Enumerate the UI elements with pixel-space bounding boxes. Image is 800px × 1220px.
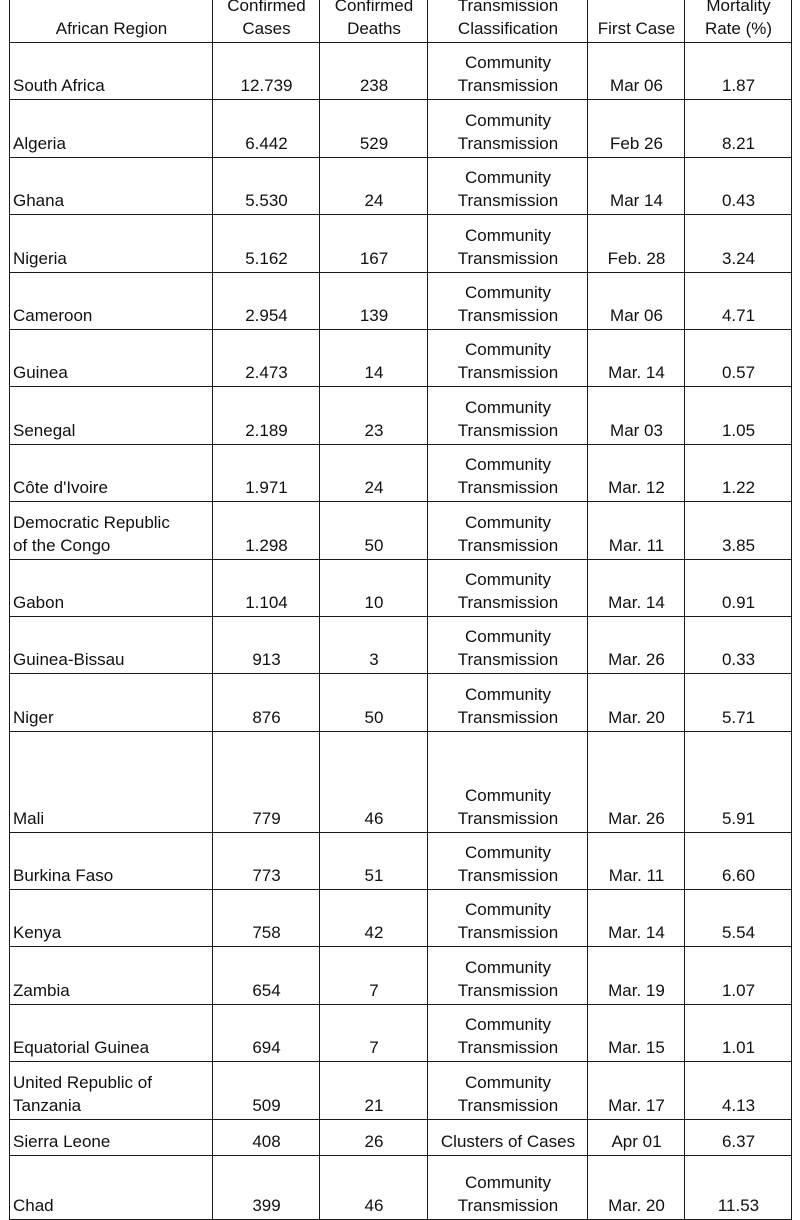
cell-region: [10, 674, 213, 731]
cell-region-line: Chad: [13, 1195, 54, 1215]
table-row: [10, 100, 792, 157]
cell-mortality: 0.43: [685, 157, 792, 214]
cell-transmission-line: Transmission: [457, 191, 559, 211]
table-row: [10, 444, 792, 501]
cell-transmission-line: Community: [465, 512, 551, 532]
cell-region-line: Senegal: [13, 420, 76, 440]
table-row: [10, 329, 792, 386]
cell-mortality: 0.33: [685, 616, 792, 673]
cell-transmission: [428, 444, 588, 501]
cell-deaths: 50: [320, 674, 428, 731]
cell-deaths: 46: [320, 1155, 428, 1219]
cell-first-case: Mar. 19: [588, 947, 685, 1004]
cell-region: [10, 1155, 213, 1219]
cell-transmission-line: Transmission: [457, 420, 559, 440]
cell-first-case: Feb. 28: [588, 215, 685, 272]
cell-transmission-line: Community: [465, 340, 551, 360]
cell-region-line: Côte d'Ivoire: [13, 478, 108, 498]
cell-region-line: Kenya: [13, 923, 62, 943]
cell-first-case: Mar. 12: [588, 444, 685, 501]
cell-region: [10, 43, 213, 100]
cell-mortality: 5.91: [685, 731, 792, 832]
cell-region: [10, 272, 213, 329]
header-region: African Region: [10, 0, 213, 43]
cell-transmission-line: Transmission: [457, 650, 559, 670]
cell-deaths: 24: [320, 157, 428, 214]
header-cases-line2: Cases: [242, 19, 291, 38]
cell-deaths: 139: [320, 272, 428, 329]
cell-transmission: [428, 1062, 588, 1119]
cell-transmission-line: Transmission: [457, 1095, 559, 1115]
cell-cases: 773: [213, 832, 320, 889]
cell-transmission-line: Transmission: [457, 707, 559, 727]
cell-region: [10, 559, 213, 616]
table-row: [10, 272, 792, 329]
cell-transmission: [428, 832, 588, 889]
cell-region: [10, 387, 213, 444]
cell-first-case: Mar. 26: [588, 616, 685, 673]
cell-mortality: 6.60: [685, 832, 792, 889]
cell-cases: 779: [213, 731, 320, 832]
cell-transmission-line: Community: [465, 53, 551, 73]
cell-region-line: Nigeria: [13, 248, 67, 268]
cell-mortality: 0.57: [685, 329, 792, 386]
cell-cases: 5.162: [213, 215, 320, 272]
cell-transmission-line: Transmission: [457, 866, 559, 886]
cell-cases: 5.530: [213, 157, 320, 214]
cell-transmission: [428, 674, 588, 731]
cell-mortality: 1.87: [685, 43, 792, 100]
cell-region-line: Equatorial Guinea: [13, 1038, 150, 1058]
header-mortality: [685, 0, 792, 43]
cell-deaths: 7: [320, 1004, 428, 1061]
cell-first-case: Mar. 17: [588, 1062, 685, 1119]
cell-region: [10, 832, 213, 889]
cell-transmission-line: Transmission: [457, 248, 559, 268]
cell-region: [10, 890, 213, 947]
cell-mortality: 4.13: [685, 1062, 792, 1119]
cell-deaths: 23: [320, 387, 428, 444]
table-row: [10, 215, 792, 272]
cell-cases: 2.189: [213, 387, 320, 444]
header-transmission: [428, 0, 588, 43]
cell-transmission: [428, 731, 588, 832]
cell-cases: 6.442: [213, 100, 320, 157]
cell-deaths: 10: [320, 559, 428, 616]
header-transmission-line1: Transmission: [457, 0, 559, 15]
cell-first-case: Mar 06: [588, 272, 685, 329]
header-cases-line1: Confirmed: [227, 0, 306, 15]
cell-cases: 509: [213, 1062, 320, 1119]
cell-transmission-line: Transmission: [457, 923, 559, 943]
cell-mortality: 3.24: [685, 215, 792, 272]
cell-transmission-line: Community: [465, 843, 551, 863]
cell-transmission-line: Transmission: [457, 808, 559, 828]
cell-transmission-line: Transmission: [457, 133, 559, 153]
cell-transmission-line: Transmission: [457, 76, 559, 96]
cell-cases: 1.104: [213, 559, 320, 616]
cell-first-case: Mar 14: [588, 157, 685, 214]
cell-deaths: 46: [320, 731, 428, 832]
cell-transmission-line: Transmission: [457, 980, 559, 1000]
cell-mortality: 3.85: [685, 502, 792, 559]
cell-transmission-line: Transmission: [457, 478, 559, 498]
cell-first-case: Mar. 15: [588, 1004, 685, 1061]
cell-first-case: Mar 03: [588, 387, 685, 444]
cell-transmission-line: Community: [465, 1015, 551, 1035]
cell-region: [10, 157, 213, 214]
header-mortality-line2: Rate (%): [704, 19, 773, 38]
cell-region: [10, 616, 213, 673]
header-transmission-line2: Classification: [457, 19, 559, 38]
cell-region-line: of the Congo: [13, 535, 111, 555]
cell-transmission-line: Community: [465, 684, 551, 704]
cell-first-case: Feb 26: [588, 100, 685, 157]
cell-transmission: [428, 502, 588, 559]
table-row: [10, 1062, 792, 1119]
cell-deaths: 42: [320, 890, 428, 947]
cell-first-case: Mar. 11: [588, 502, 685, 559]
cell-transmission-line: Community: [465, 957, 551, 977]
cell-region: [10, 1062, 213, 1119]
header-cases: [213, 0, 320, 43]
cell-transmission-line: Community: [465, 900, 551, 920]
cell-mortality: 1.01: [685, 1004, 792, 1061]
cell-mortality: 11.53: [685, 1155, 792, 1219]
cell-region-line: Guinea-Bissau: [13, 650, 125, 670]
cell-transmission-line: Community: [465, 282, 551, 302]
cell-transmission: [428, 1004, 588, 1061]
cell-mortality: 1.22: [685, 444, 792, 501]
cell-region-line: Cameroon: [13, 305, 93, 325]
cell-cases: 876: [213, 674, 320, 731]
cell-transmission-line: Community: [465, 569, 551, 589]
cell-deaths: 167: [320, 215, 428, 272]
cell-transmission-line: Transmission: [457, 305, 559, 325]
cell-transmission: [428, 157, 588, 214]
cell-region: [10, 215, 213, 272]
cell-mortality: 5.54: [685, 890, 792, 947]
cell-cases: 913: [213, 616, 320, 673]
cell-transmission: [428, 890, 588, 947]
cell-transmission: [428, 1119, 588, 1155]
cell-mortality: 1.07: [685, 947, 792, 1004]
table-row: [10, 616, 792, 673]
cell-first-case: Mar. 14: [588, 559, 685, 616]
table-row: [10, 559, 792, 616]
table-row: [10, 674, 792, 731]
cell-region: [10, 444, 213, 501]
cell-first-case: Mar. 26: [588, 731, 685, 832]
table-row: [10, 502, 792, 559]
table-row: [10, 731, 792, 832]
cell-region-line: Burkina Faso: [13, 866, 114, 886]
cell-transmission-line: Community: [465, 168, 551, 188]
cell-region-line: Algeria: [13, 133, 66, 153]
cell-region-line: Guinea: [13, 363, 68, 383]
cell-region: [10, 329, 213, 386]
cell-mortality: 8.21: [685, 100, 792, 157]
cell-deaths: 21: [320, 1062, 428, 1119]
cell-transmission: [428, 100, 588, 157]
cell-transmission: [428, 1155, 588, 1219]
header-deaths-line1: Confirmed: [334, 0, 414, 15]
cell-region-line: United Republic of: [13, 1072, 152, 1092]
cell-region-line: Mali: [13, 808, 45, 828]
cell-region-line: Gabon: [13, 592, 65, 612]
cell-mortality: 0.91: [685, 559, 792, 616]
header-deaths: [320, 0, 428, 43]
cell-region-line: Niger: [13, 707, 54, 727]
cell-region-line: Democratic Republic: [13, 512, 170, 532]
cell-cases: 758: [213, 890, 320, 947]
cell-region: [10, 1119, 213, 1155]
table-row: [10, 43, 792, 100]
cell-transmission-line: Transmission: [457, 535, 559, 555]
cell-first-case: Mar. 11: [588, 832, 685, 889]
cell-deaths: 24: [320, 444, 428, 501]
cell-transmission-line: Transmission: [457, 1038, 559, 1058]
cell-first-case: Mar. 20: [588, 674, 685, 731]
cell-first-case: Apr 01: [588, 1119, 685, 1155]
cell-mortality: 6.37: [685, 1119, 792, 1155]
cell-transmission-line: Clusters of Cases: [440, 1131, 576, 1151]
cell-region: [10, 100, 213, 157]
table-row: [10, 1155, 792, 1219]
cell-first-case: Mar 06: [588, 43, 685, 100]
header-first-case: First Case: [588, 0, 685, 43]
cell-transmission-line: Community: [465, 1172, 551, 1192]
cell-deaths: 14: [320, 329, 428, 386]
cell-deaths: 7: [320, 947, 428, 1004]
table-row: [10, 1119, 792, 1155]
table-row: [10, 387, 792, 444]
cell-region-line: Tanzania: [13, 1095, 82, 1115]
cell-deaths: 51: [320, 832, 428, 889]
cell-transmission-line: Transmission: [457, 363, 559, 383]
cell-transmission-line: Community: [465, 627, 551, 647]
cell-transmission-line: Community: [465, 110, 551, 130]
header-row: [10, 0, 792, 43]
cell-region: [10, 502, 213, 559]
cell-transmission: [428, 387, 588, 444]
cell-transmission-line: Transmission: [457, 1195, 559, 1215]
cell-region-line: South Africa: [13, 76, 105, 96]
header-mortality-line1: Mortality: [706, 0, 771, 15]
cell-first-case: Mar. 14: [588, 329, 685, 386]
cell-region: [10, 947, 213, 1004]
cell-region-line: Ghana: [13, 191, 65, 211]
cell-transmission: [428, 329, 588, 386]
cell-cases: 2.954: [213, 272, 320, 329]
header-deaths-line2: Deaths: [347, 19, 401, 38]
cell-transmission-line: Community: [465, 225, 551, 245]
cell-transmission: [428, 947, 588, 1004]
table-row: [10, 1004, 792, 1061]
cell-mortality: 1.05: [685, 387, 792, 444]
table-body: [10, 43, 792, 1220]
cell-cases: 408: [213, 1119, 320, 1155]
table-row: [10, 890, 792, 947]
table-row: [10, 157, 792, 214]
cell-deaths: 50: [320, 502, 428, 559]
cell-deaths: 3: [320, 616, 428, 673]
table-row: [10, 947, 792, 1004]
cell-region-line: Sierra Leone: [13, 1131, 111, 1151]
cell-cases: 399: [213, 1155, 320, 1219]
cell-deaths: 26: [320, 1119, 428, 1155]
cell-transmission-line: Community: [465, 1072, 551, 1092]
cell-cases: 654: [213, 947, 320, 1004]
cell-transmission: [428, 616, 588, 673]
cell-first-case: Mar. 14: [588, 890, 685, 947]
cell-transmission-line: Community: [465, 455, 551, 475]
cell-region: [10, 1004, 213, 1061]
cell-deaths: 238: [320, 43, 428, 100]
cell-deaths: 529: [320, 100, 428, 157]
cell-transmission: [428, 215, 588, 272]
cell-cases: 2.473: [213, 329, 320, 386]
cell-cases: 1.971: [213, 444, 320, 501]
cell-transmission-line: Community: [465, 785, 551, 805]
cell-first-case: Mar. 20: [588, 1155, 685, 1219]
cell-mortality: 5.71: [685, 674, 792, 731]
cell-transmission: [428, 559, 588, 616]
cell-transmission-line: Community: [465, 397, 551, 417]
cell-cases: 12.739: [213, 43, 320, 100]
cell-region-line: Zambia: [13, 980, 70, 1000]
cell-region: [10, 731, 213, 832]
cell-transmission: [428, 272, 588, 329]
cell-mortality: 4.71: [685, 272, 792, 329]
covid-africa-table: [9, 0, 792, 1220]
table-row: [10, 832, 792, 889]
cell-transmission-line: Transmission: [457, 592, 559, 612]
cell-cases: 694: [213, 1004, 320, 1061]
cell-cases: 1.298: [213, 502, 320, 559]
cell-transmission: [428, 43, 588, 100]
